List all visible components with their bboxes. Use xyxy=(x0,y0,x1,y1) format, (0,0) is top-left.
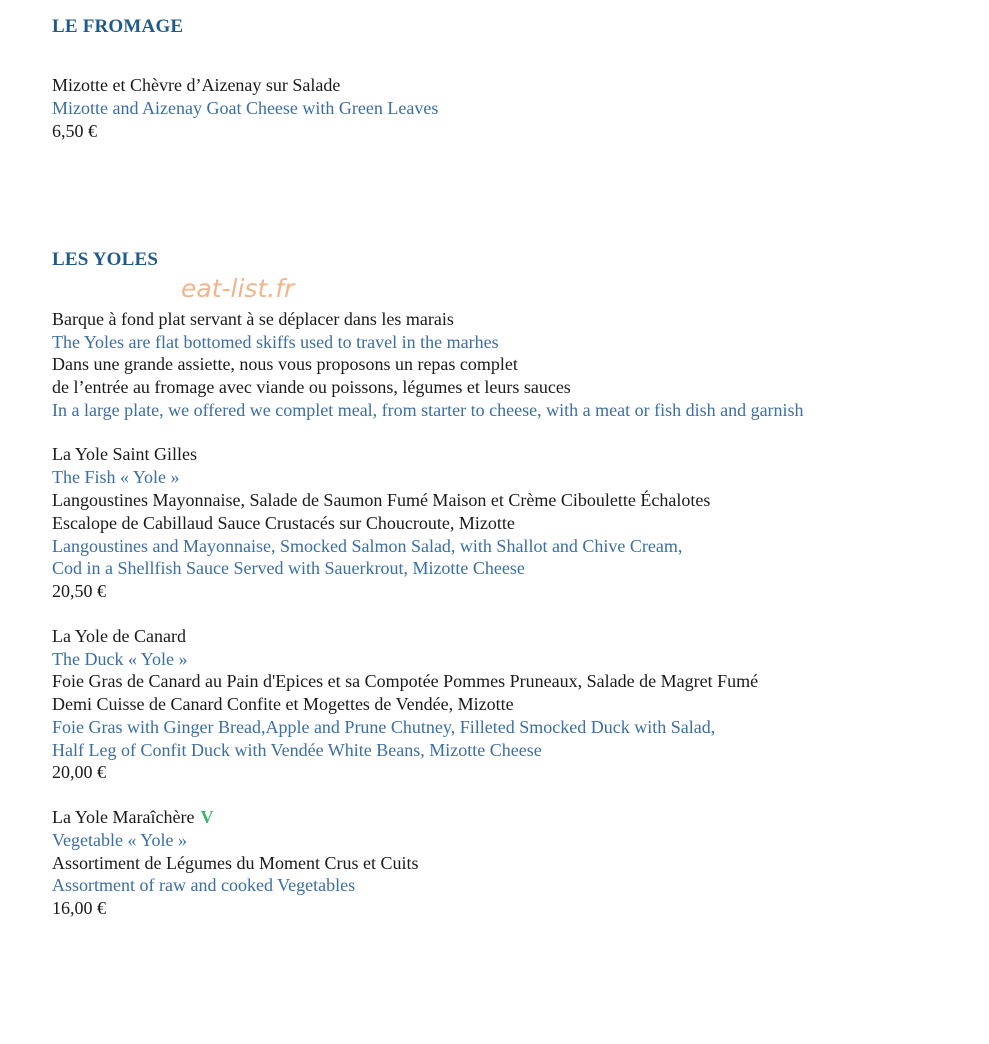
yole-canard-fr-1: Foie Gras de Canard au Pain d'Epices et sa Compotée Pommes Pruneaux, Salade de Magret Fumé xyxy=(52,671,759,691)
section-title-fromage: LE FROMAGE xyxy=(52,16,184,37)
section-title-yoles: LES YOLES xyxy=(52,249,159,270)
yole-saint-gilles-en-2: Cod in a Shellfish Sauce Served with Sauerkrout, Mizotte Cheese xyxy=(52,558,525,578)
yole-saint-gilles-subtitle: The Fish « Yole » xyxy=(52,467,180,487)
yole-canard-price: 20,00 € xyxy=(52,762,106,782)
yole-saint-gilles-fr-2: Escalope de Cabillaud Sauce Crustacés sur Choucroute, Mizotte xyxy=(52,513,515,533)
yole-canard-en-2: Half Leg of Confit Duck with Vendée White Beans, Mizotte Cheese xyxy=(52,740,542,760)
yole-maraichere-row xyxy=(52,806,213,829)
yoles-intro-en-1: The Yoles are flat bottomed skiffs used to travel in the marhes xyxy=(52,332,499,352)
yole-canard-name: La Yole de Canard xyxy=(52,626,186,646)
yole-saint-gilles-name: La Yole Saint Gilles xyxy=(52,444,198,464)
yoles-intro-fr-3: de l’entrée au fromage avec viande ou poissons, légumes et leurs sauces xyxy=(52,377,571,397)
yole-saint-gilles-en-1: Langoustines and Mayonnaise, Smocked Salmon Salad, with Shallot and Chive Cream, xyxy=(52,536,683,556)
yole-maraichere-name: La Yole Maraîchère xyxy=(52,807,195,827)
yole-maraichere-fr-1: Assortiment de Légumes du Moment Crus et Cuits xyxy=(52,853,419,873)
watermark-text: eat-list.fr xyxy=(181,274,295,303)
yole-saint-gilles-fr-1: Langoustines Mayonnaise, Salade de Saumon Fumé Maison et Crème Ciboulette Échalotes xyxy=(52,490,711,510)
fromage-item-english: Mizotte and Aizenay Goat Cheese with Green Leaves xyxy=(52,98,439,118)
yole-canard-subtitle: The Duck « Yole » xyxy=(52,649,188,669)
yoles-intro-en-2: In a large plate, we offered we complet meal, from starter to cheese, with a meat or fish dish and garnish xyxy=(52,400,804,420)
yole-canard-fr-2: Demi Cuisse de Canard Confite et Mogettes de Vendée, Mizotte xyxy=(52,694,514,714)
yole-canard-en-1: Foie Gras with Ginger Bread,Apple and Prune Chutney, Filleted Smocked Duck with Salad, xyxy=(52,717,716,737)
fromage-item-name: Mizotte et Chèvre d’Aizenay sur Salade xyxy=(52,75,341,95)
yole-saint-gilles-price: 20,50 € xyxy=(52,581,106,601)
yole-maraichere-subtitle: Vegetable « Yole » xyxy=(52,830,187,850)
vegetarian-badge: V xyxy=(200,807,214,827)
fromage-item-price: 6,50 € xyxy=(52,121,97,141)
yole-maraichere-en-1: Assortment of raw and cooked Vegetables xyxy=(52,875,356,895)
yoles-intro-fr-2: Dans une grande assiette, nous vous proposons un repas complet xyxy=(52,354,518,374)
yole-maraichere-price: 16,00 € xyxy=(52,898,106,918)
yoles-intro-fr-1: Barque à fond plat servant à se déplacer dans les marais xyxy=(52,309,454,329)
